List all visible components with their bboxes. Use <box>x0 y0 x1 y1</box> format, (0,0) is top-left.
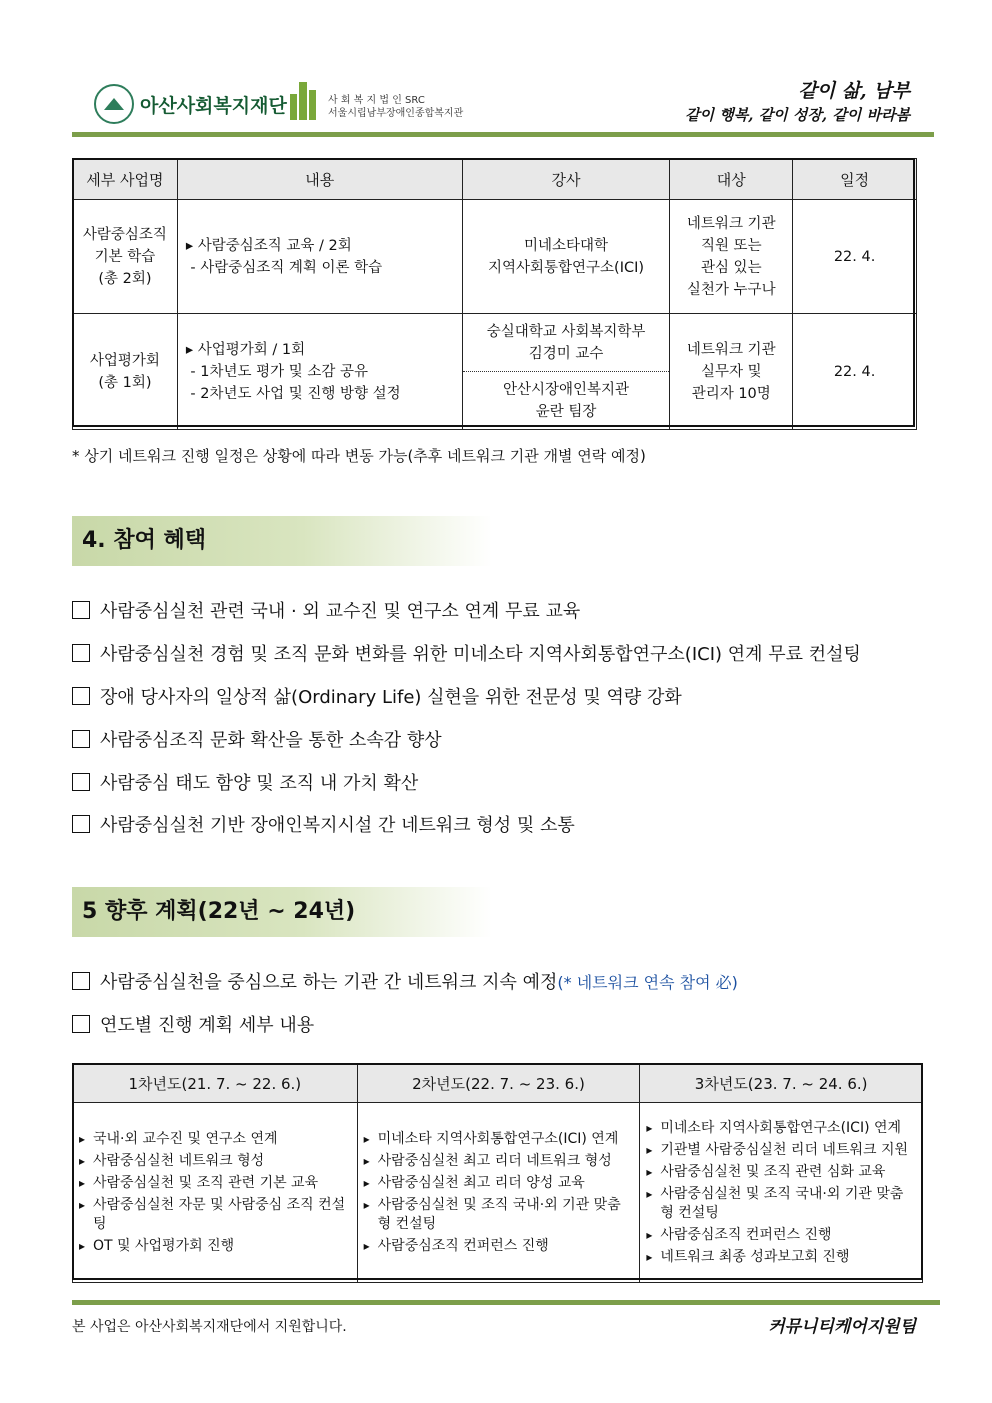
header-cell: 1차년도(21. 7. ~ 22. 6.) <box>73 1064 358 1103</box>
participation-note: (* 네트워크 연속 참여 必) <box>557 972 738 992</box>
checkbox-icon <box>72 601 90 619</box>
org1-name: 아산사회복지재단 <box>140 94 287 117</box>
footer-divider <box>72 1300 940 1305</box>
target-cell: 네트워크 기관 직원 또는 관심 있는 실천가 누구나 <box>670 200 793 314</box>
checkbox-icon <box>72 644 90 662</box>
list-item: 사람중심 태도 함양 및 조직 내 가치 확산 <box>72 769 418 795</box>
year1-cell: ▸ 국내·외 교수진 및 연구소 연계 ▸ 사람중심실천 네트워크 형성 ▸ 사람중심실천 및 조직 관련 기본 교육 ▸ 사람중심실천 자문 및 사람중심 조직 컨설팅 ▸ OT 및 사업평가회 진행 <box>73 1103 358 1283</box>
table-row <box>73 1103 923 1283</box>
schedule-note: * 상기 네트워크 진행 일정은 상황에 따라 변동 가능(추후 네트워크 기관 개별 연락 예정) <box>72 447 646 465</box>
header-cell: 일정 <box>793 159 917 200</box>
section4-title: 4. 참여 혜택 <box>72 516 492 566</box>
schedule-table <box>72 158 917 430</box>
checkbox-icon <box>72 773 90 791</box>
table-row <box>73 314 917 430</box>
target-cell: 네트워크 기관 실무자 및 관리자 10명 <box>670 314 793 430</box>
list-item: 사람중심실천 경험 및 조직 문화 변화를 위한 미네소타 지역사회통합연구소(ICI) 연계 무료 컨설팅 <box>72 640 861 666</box>
header-cell: 내용 <box>177 159 462 200</box>
content-cell: ▸ 사업평가회 / 1회 - 1차년도 평가 및 소감 공유 - 2차년도 사업 및 진행 방향 설정 <box>177 314 462 430</box>
asan-foundation-logo <box>94 84 287 124</box>
header-cell: 세부 사업명 <box>73 159 178 200</box>
slogan-title: 같이 삶, 남부 <box>798 80 910 102</box>
year2-cell: ▸ 미네소타 지역사회통합연구소(ICI) 연계 ▸ 사람중심실천 최고 리더 네트워크 형성 ▸ 사람중심실천 최고 리더 양성 교육 ▸ 사람중심실천 및 조직 국내·외 기관 맞춤형 컨설팅 ▸ 사람중심조직 컨퍼런스 진행 <box>357 1103 640 1283</box>
header-cell: 강사 <box>462 159 670 200</box>
asan-seal-icon <box>94 84 134 124</box>
instructor-cell: 숭실대학교 사회복지학부 김경미 교수 안산시장애인복지관 윤란 팀장 <box>462 314 670 430</box>
year3-cell: ▸ 미네소타 지역사회통합연구소(ICI) 연계 ▸ 기관별 사람중심실천 리더 네트워크 지원 ▸ 사람중심실천 및 조직 관련 심화 교육 ▸ 사람중심실천 및 조직 국내·외 기관 맞춤형 컨설팅 ▸ 사람중심조직 컨퍼런스 진행 ▸ 네트워크 최종 성과보고회 진행 <box>640 1103 923 1283</box>
checkbox-icon <box>72 1015 90 1033</box>
org2-line2: 서울시립남부장애인종합복지관 <box>328 108 464 119</box>
content-cell: ▸ 사람중심조직 교육 / 2회 - 사람중심조직 계획 이론 학습 <box>177 200 462 314</box>
program-name-cell: 사람중심조직 기본 학습 (총 2회) <box>73 200 178 314</box>
checkbox-icon <box>72 730 90 748</box>
year-plan-table <box>72 1063 923 1283</box>
list-item: 장애 당사자의 일상적 삶(Ordinary Life) 실현을 위한 전문성 및 역량 강화 <box>72 683 682 709</box>
org2-line1: 사 회 복 지 법 인 SRC <box>328 95 425 106</box>
list-item: 사람중심실천 관련 국내 · 외 교수진 및 연구소 연계 무료 교육 <box>72 597 580 623</box>
header-divider <box>72 132 934 137</box>
section5-title: 5 향후 계획(22년 ~ 24년) <box>72 887 492 937</box>
building-icon <box>288 80 322 120</box>
table-row <box>73 200 917 314</box>
date-cell: 22. 4. <box>793 200 917 314</box>
list-item: 사람중심실천을 중심으로 하는 기관 간 네트워크 지속 예정 (* 네트워크 연속 참여 必) <box>72 968 738 994</box>
list-item: 연도별 진행 계획 세부 내용 <box>72 1011 314 1037</box>
checkbox-icon <box>72 687 90 705</box>
list-item: 사람중심실천 기반 장애인복지시설 간 네트워크 형성 및 소통 <box>72 811 575 837</box>
src-logo <box>288 80 463 120</box>
header-cell: 3차년도(23. 7. ~ 24. 6.) <box>640 1064 923 1103</box>
footer-sponsor: 본 사업은 아산사회복지재단에서 지원합니다. <box>72 1319 347 1335</box>
footer-team: 커뮤니티케어지원팀 <box>768 1317 916 1337</box>
header-cell: 대상 <box>670 159 793 200</box>
program-name-cell: 사업평가회 (총 1회) <box>73 314 178 430</box>
slogan-sub: 같이 행복, 같이 성장, 같이 바라봄 <box>685 106 910 124</box>
checkbox-icon <box>72 972 90 990</box>
date-cell: 22. 4. <box>793 314 917 430</box>
checkbox-icon <box>72 815 90 833</box>
list-item: 사람중심조직 문화 확산을 통한 소속감 향상 <box>72 726 442 752</box>
header-cell: 2차년도(22. 7. ~ 23. 6.) <box>357 1064 640 1103</box>
instructor-cell: 미네소타대학 지역사회통합연구소(ICI) <box>462 200 670 314</box>
